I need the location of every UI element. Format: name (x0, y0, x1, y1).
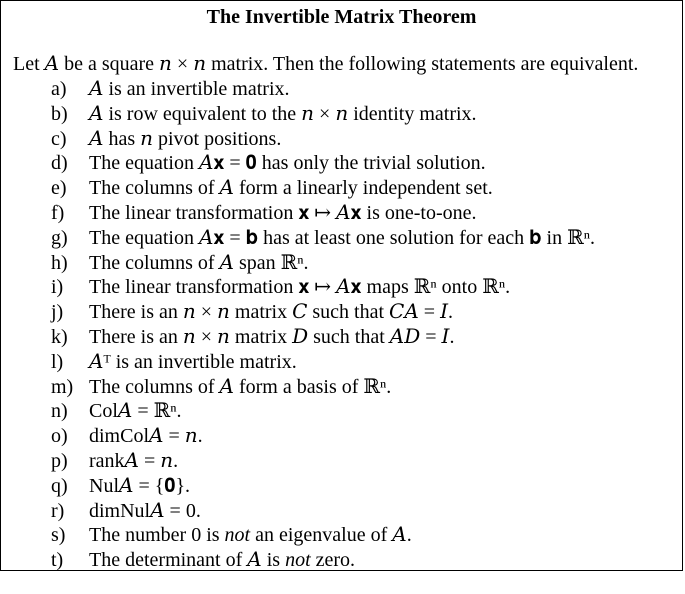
statement-text: dimNul𝐴 = 0. (89, 499, 201, 522)
theorem-title: The Invertible Matrix Theorem (206, 6, 477, 28)
statement-label: m) (51, 375, 74, 398)
statement-label: b) (51, 102, 68, 125)
statement-text: The number 0 is not an eigenvalue of 𝐴. (89, 524, 412, 547)
statement-text: There is an 𝑛 × 𝑛 matrix 𝐷 such that 𝐴𝐷 = 𝐼. (89, 325, 455, 348)
statement-text: The equation 𝐴𝐱 = 𝐛 has at least one solution for each 𝐛 in ℝⁿ. (89, 226, 596, 249)
statement-label: g) (51, 226, 68, 249)
statement-text: 𝐴 is row equivalent to the 𝑛 × 𝑛 identity matrix. (89, 102, 477, 125)
statement-text: The linear transformation 𝐱 ↦ 𝐴𝐱 maps ℝⁿ onto ℝⁿ. (89, 276, 511, 299)
statement-text: Nul𝐴 = {𝟎}. (89, 474, 191, 497)
theorem-intro: Let 𝐴 be a square 𝑛 × 𝑛 matrix. Then the following statements are equivalent. (13, 53, 639, 75)
statement-label: e) (51, 177, 67, 200)
statement-label: t) (51, 549, 64, 572)
statement-text: The determinant of 𝐴 is not zero. (89, 549, 356, 572)
statement-label: h) (51, 251, 68, 274)
statement-text: 𝐴 has 𝑛 pivot positions. (89, 127, 282, 150)
statement-label: q) (51, 474, 68, 497)
statement-text: There is an 𝑛 × 𝑛 matrix 𝐶 such that 𝐶𝐴 = 𝐼. (89, 301, 453, 324)
statement-label: p) (51, 449, 68, 472)
statement-label: j) (51, 301, 64, 324)
statement-label: f) (51, 201, 65, 224)
statement-label: n) (51, 400, 68, 423)
statement-text: 𝐴 is an invertible matrix. (89, 78, 290, 100)
statement-text: The equation 𝐴𝐱 = 𝟎 has only the trivial solution. (89, 152, 486, 175)
statement-label: d) (51, 152, 68, 175)
statement-label: s) (51, 524, 66, 547)
statement-text: 𝐴ᵀ is an invertible matrix. (89, 350, 297, 373)
statement-label: k) (51, 325, 68, 348)
statement-text: The columns of 𝐴 form a linearly independent set. (89, 177, 493, 200)
statement-label: i) (51, 276, 64, 299)
statement-text: dimCol𝐴 = 𝑛. (89, 425, 203, 448)
statement-text: Col𝐴 = ℝⁿ. (89, 400, 182, 423)
statement-text: The columns of 𝐴 form a basis of ℝⁿ. (89, 375, 392, 398)
statement-label: o) (51, 425, 68, 448)
statement-label: a) (51, 78, 67, 100)
statement-label: r) (51, 499, 65, 522)
statement-label: l) (51, 350, 64, 373)
statement-text: rank𝐴 = 𝑛. (89, 449, 179, 472)
statement-text: The linear transformation 𝐱 ↦ 𝐴𝐱 is one-to-one. (89, 201, 477, 224)
statement-text: The columns of 𝐴 span ℝⁿ. (89, 251, 309, 274)
statement-label: c) (51, 127, 67, 150)
